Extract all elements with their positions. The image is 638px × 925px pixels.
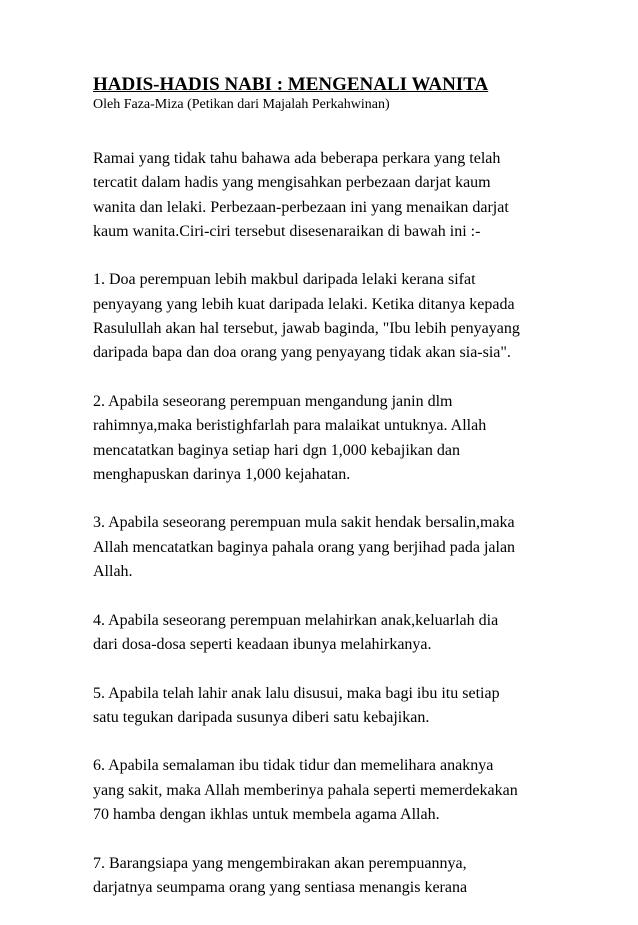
intro-paragraph: Ramai yang tidak tahu bahawa ada beberapa perkara yang telah tercatit dalam hadis yang mengisahkan perbezaan darjat kaum wanita dan lelaki. Perbezaan-perbezaan ini yang menaikan darjat kaum wanita.Ciri-ciri tersebut disesenaraikan di bawah ini :- — [93, 150, 509, 240]
document-body — [93, 147, 553, 900]
point-6-paragraph: 6. Apabila semalaman ibu tidak tidur dan memelihara anaknya yang sakit, maka Allah memberinya pahala seperti memerdekakan 70 hamba dengan ikhlas untuk membela agama Allah. — [93, 757, 518, 824]
point-1-paragraph: 1. Doa perempuan lebih makbul daripada lelaki kerana sifat penyayang yang lebih kuat daripada lelaki. Ketika ditanya kepada Rasulullah akan hal tersebut, jawab baginda, "Ibu lebih penyayang daripada bapa dan doa orang yang penyayang tidak akan sia-sia". — [93, 271, 520, 362]
point-2-paragraph: 2. Apabila seseorang perempuan mengandung janin dlm rahimnya,maka beristighfarlah para malaikat untuknya. Allah mencatatkan baginya setiap hari dgn 1,000 kebajikan dan menghapuskan darinya 1,000 kejahatan. — [93, 392, 487, 483]
document-subtitle: Oleh Faza-Miza (Petikan dari Majalah Perkahwinan) — [93, 97, 390, 112]
point-4-paragraph: 4. Apabila seseorang perempuan melahirkan anak,keluarlah dia dari dosa-dosa seperti keadaan ibunya melahirkanya. — [93, 611, 499, 653]
document-title: HADIS-HADIS NABI : MENGENALI WANITA — [93, 74, 489, 95]
document-page — [93, 74, 553, 925]
point-7-paragraph: 7. Barangsiapa yang mengembirakan akan perempuannya, darjatnya seumpama orang yang sentiasa menangis kerana — [93, 854, 468, 896]
point-3-paragraph: 3. Apabila seseorang perempuan mula sakit hendak bersalin,maka Allah mencatatkan baginya pahala orang yang berjihad pada jalan Allah. — [93, 514, 516, 581]
point-5-paragraph: 5. Apabila telah lahir anak lalu disusui, maka bagi ibu itu setiap satu tegukan daripada susunya diberi satu kebajikan. — [93, 684, 500, 726]
